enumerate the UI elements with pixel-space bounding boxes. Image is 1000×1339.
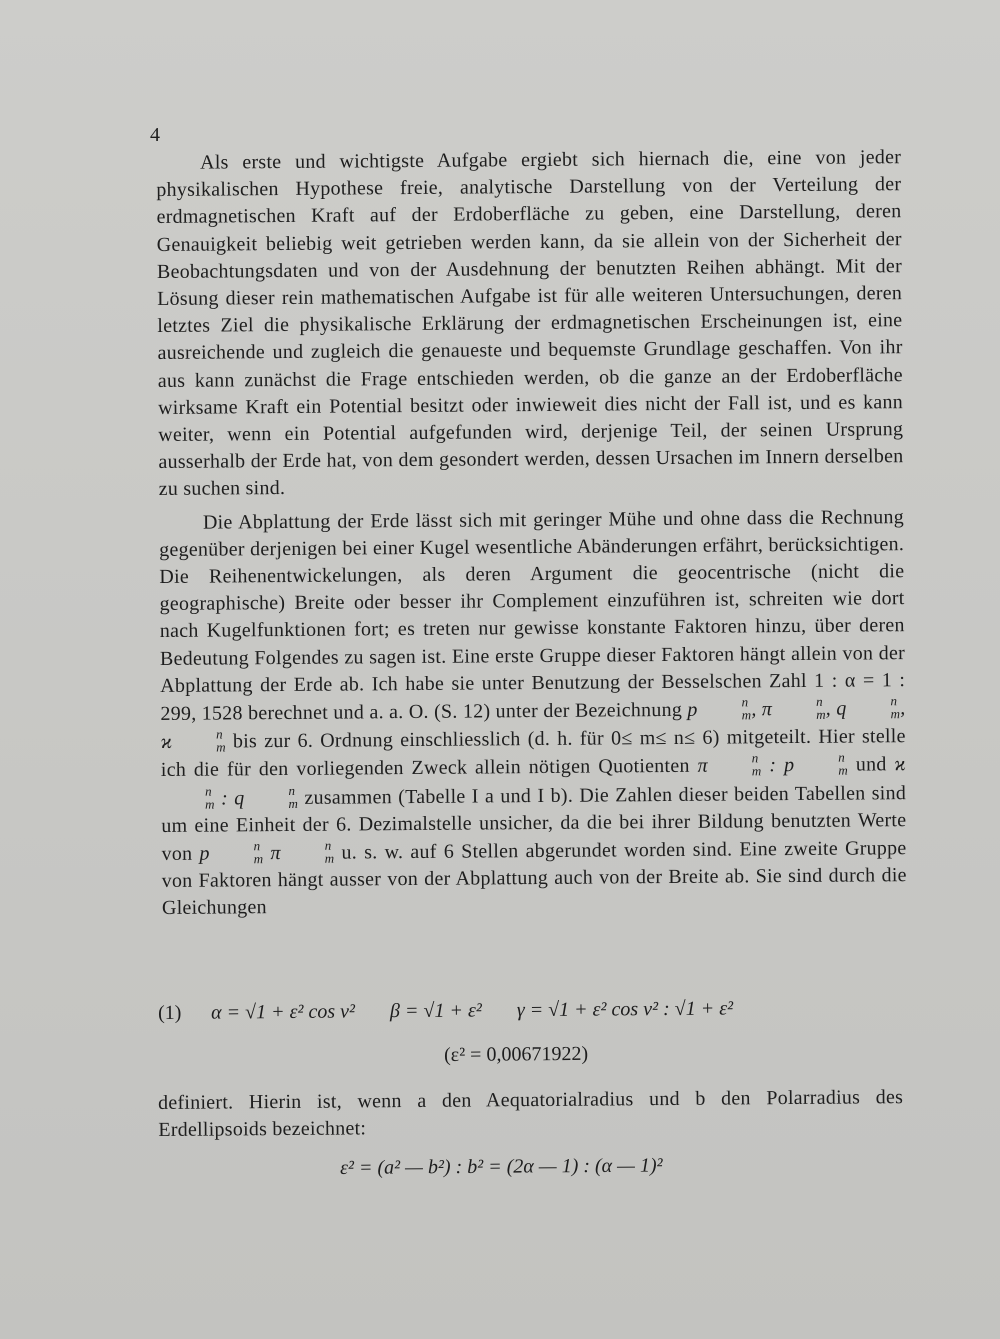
symbol-list: p n m , π n m , q n m , ϰ n m [160, 693, 906, 755]
para2-s6: zusammen (Tabelle I a und I b). Die Zahlen dieser beiden Tabellen sind um eine Einheit der 6. Dezimalstelle unsicher, da die bei ihrer Bildung benutzten Werte von [161, 781, 907, 866]
quotient-1: π n m : p n m [697, 750, 849, 779]
equation-1 [158, 996, 903, 1025]
bessel-ratio: 1 : α = 1 : 299, 1528 [160, 668, 906, 726]
definition-paragraph: definiert. Hierin ist, wenn a den Aequatorialradius und b den Polarradius des Erdellipsoids bezeichnet: [158, 1086, 904, 1142]
definition-text [158, 1084, 903, 1144]
equation-1-label: (1) [158, 1001, 182, 1024]
paragraph-2 [159, 504, 907, 923]
paragraph-1: Als erste und wichtigste Aufgabe ergiebt sich hiernach die, eine von jeder physikalischen Hypothese freie, analytische Darstellung von der Verteilung der erdmagnetischen Kraft auf der Erdoberfläche zu geben, eine Darstellung, deren Genauigkeit beliebig weit getrieben werden kann, da sie allein von der Sicherheit der Beobachtungsdaten und von der Ausdehnung der benutzten Reihen abhängt. Mit der Lösung dieser rein mathematischen Aufgabe ist für alle weiteren Untersuchungen, deren letztes Ziel die physikalische Erklärung der erdmagnetischen Erscheinungen ist, eine ausreichende und zugleich die genaueste und bequemste Grundlage geschaffen. Von ihr aus kann zunächst die Frage entschieden werden, ob die ganze an der Erdoberfläche wirksame Kraft ein Potential besitzt oder inwieweit dies nicht der Fall ist, und es kann weiter, wenn ein Potential aufgefunden wird, derjenige Teil, der seinen Ursprung ausserhalb der Erde hat, von dem gesondert werden, dessen Ursachen im Innern derselben zu suchen sind. [156, 146, 904, 501]
equation-2: ε² = (a² — b²) : b² = (2α — 1) : (α — 1)² [340, 1154, 663, 1179]
values-list: p n m π n m [199, 837, 335, 867]
equation-beta: β = √1 + ε² [389, 999, 482, 1023]
para2-s5: und [855, 753, 887, 776]
body-text [156, 144, 907, 923]
equation-alpha: α = √1 + ε² cos v² [210, 1000, 356, 1024]
quotient-2: ϰ n m : q n m [204, 753, 906, 812]
para2-s4: mitgeteilt. Hier stelle ich die für den vorliegenden Zweck allein nötigen Quotienten [160, 725, 906, 782]
para2-s2: berechnet und a. a. O. (S. 12) unter der Bezeichnung [247, 698, 683, 725]
para2-s7: u. s. w. auf 6 Stellen abgerundet worden sind. Eine zweite Gruppe von Faktoren hängt ausser von der Abplattung auch von der Breite ab. Sie sind durch die Gleichungen [161, 837, 907, 920]
para2-s1: Die Abplattung der Erde lässt sich mit geringer Mühe und ohne dass die Rechnung gegenüber derjenigen bei einer Kugel wesentliche Abänderungen erfährt, berücksichtigen. Die Reihenentwickelungen, als deren Argument die geocentrische (nicht die geographische) Breite oder besser ihr Complement einzuführen ist, schreiten wie dort nach Kugelfunktionen fort; es treten nur gewisse konstante Faktoren hinzu, über deren Bedeutung Folgendes zu sagen ist. Eine erste Gruppe dieser Faktoren hängt allein von der Abplattung der Erde ab. Ich habe sie unter Benutzung der Besselschen Zahl [159, 505, 906, 697]
page-number: 4 [150, 124, 160, 146]
para2-s3: bis zur 6. Ordnung einschliesslich (d. h. für [232, 727, 605, 753]
equation-gamma: γ = √1 + ε² cos v² : √1 + ε² [516, 997, 734, 1022]
index-condition: 0≤ m≤ n≤ 6) [610, 726, 720, 750]
epsilon-value: (ε² = 0,00671922) [444, 1042, 589, 1066]
